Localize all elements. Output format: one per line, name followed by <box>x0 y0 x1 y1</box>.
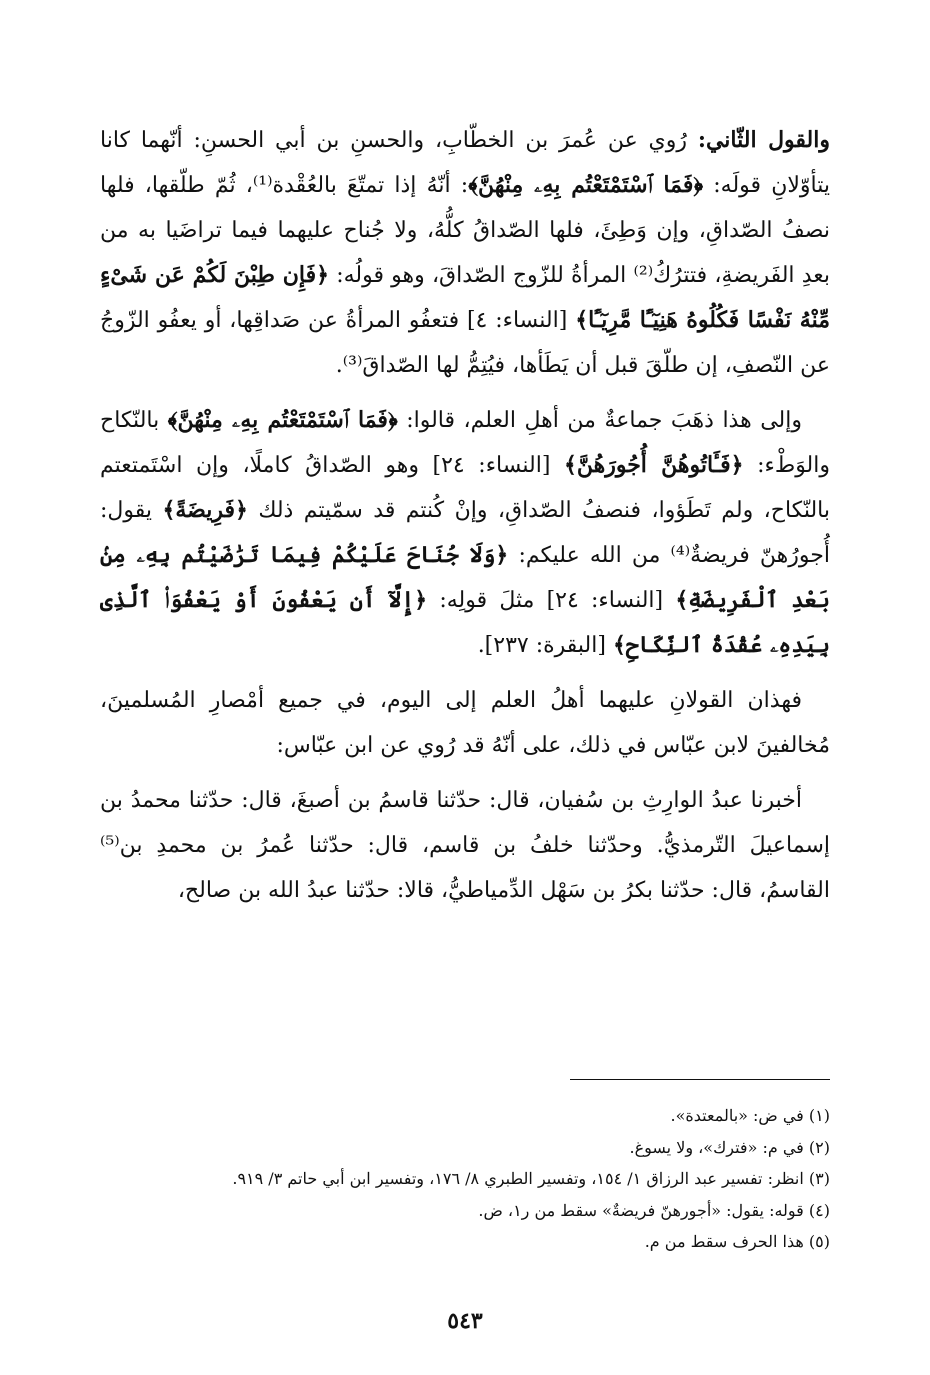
quran-verse: ﴿فَرِيضَةً﴾ <box>162 497 248 523</box>
paragraph <box>100 778 830 913</box>
paragraph <box>100 678 830 768</box>
text-segment: : أنّهُ إذا تمتّعَ بالعُقْدة⁽¹⁾، ثُمّ طلّقها، فلها نصفُ الصّداقِ، وإن وَطِئَ، فلها الصّداقُ كلُّهُ، ولا جُناح عليهما فيما تراضَيا به من بعدِ الفَريضةِ، فتترُكُ⁽²⁾ المرأةُ للزّوج الصّداقَ، وهو قولُه: <box>100 173 830 288</box>
paragraph-lead: والقول الثّاني: <box>697 127 830 153</box>
text-segment: [البقرة: ٢٣٧]. <box>477 633 613 658</box>
text-segment: فهذان القولانِ عليهما أهلُ العلم إلى اليوم، في جميع أمْصارِ المُسلمينَ، مُخالفينَ لابن عبّاس في ذلك، على أنّهُ قد رُوي عن ابن عبّاس: <box>100 688 830 758</box>
text-segment: [النساء: ٤] فتعفُو المرأةُ عن صَداقِها، أو يعفُو الزّوجُ عن النّصفِ، إن طلّقَ قبل أن يَطَأها، فيُتِمُّ لها الصّداقَ⁽³⁾. <box>100 308 830 378</box>
text-segment: رُوي عن عُمرَ بن الخطّابِ، والحسنِ بن أبي الحسنِ: أنّهما كانا يتأوّلانِ قولَه: <box>100 128 831 198</box>
quran-verse: ﴿فَمَا ٱسْتَمْتَعْتُم بِهِۦ مِنْهُنَّ﴾ <box>167 407 398 433</box>
quran-verse: ﴿إِلَّآ أَن يَعْفُونَ أَوْ يَعْفُوَا۟ ٱلَّذِى بِيَدِهِۦ عُقْدَةُ ٱلنِّكَاحِ﴾ <box>100 587 830 658</box>
text-segment: أخبرنا عبدُ الوارِثِ بن سُفيان، قال: حدّثنا قاسمُ بن أصبغَ، قال: حدّثنا محمدُ بن إسماعيلَ التّرمذيُّ. وحدّثنا خلفُ بن قاسم، قال: حدّثنا عُمرُ بن محمدِ بن⁽⁵⁾ القاسمُ، قال: حدّثنا بكرُ بن سَهْل الدِّمياطيُّ، قالا: حدّثنا عبدُ الله بن صالح، <box>100 788 830 903</box>
text-segment: يقول: أُجورُهنّ فريضةٌ⁽⁴⁾ من الله عليكم: <box>100 498 830 568</box>
paragraph <box>100 398 830 668</box>
paragraph <box>100 118 830 388</box>
text-segment: [النساء: ٢٤] وهو الصّداقُ كاملًا، وإن اسْتَمتعتم بالنّكاح، ولم تَطَؤوا، فنصفُ الصّداقِ، وإنْ كُنتم قد سمّيتم ذلك <box>100 453 830 523</box>
quran-verse: ﴿فَإِن طِبْنَ لَكُمْ عَن شَىْءٍ مِّنْهُ نَفْسًا فَكُلُوهُ هَنِيٓـًٔا مَّرِيٓـًٔا﴾ <box>100 262 831 333</box>
text-segment: وإلى هذا ذهَبَ جماعةٌ من أهلِ العلم، قالوا: <box>397 408 802 433</box>
page-number: ٥٤٣ <box>447 1308 483 1334</box>
quran-verse: ﴿فَـَٔاتُوهُنَّ أُجُورَهُنَّ﴾ <box>563 452 744 478</box>
quran-verse: ﴿فَمَا ٱسْتَمْتَعْتُم بِهِۦ مِنْهُنَّ﴾ <box>468 172 704 198</box>
footnote-4: (٤) قوله: يقول: «أجورهنّ فريضةٌ» سقط من ر١، ض. <box>478 1200 830 1220</box>
main-text <box>100 118 830 923</box>
footnote-3: (٣) انظر: تفسير عبد الرزاق ١/ ١٥٤، وتفسير الطبري ٨/ ١٧٦، وتفسير ابن أبي حاتم ٣/ ٩١٩. <box>232 1169 830 1188</box>
quran-verse: ﴿وَلَا جُنَاحَ عَلَيْكُمْ فِيمَا تَرَٰضَيْتُم بِهِۦ مِنۢ بَعْدِ ٱلْفَرِيضَةِ﴾ <box>100 542 830 613</box>
footnote-5: (٥) هذا الحرف سقط من م. <box>644 1232 830 1251</box>
footnotes <box>100 1100 830 1258</box>
footnote-2: (٢) في م: «فترك»، ولا يسوغ. <box>629 1137 830 1157</box>
text-segment: بالنّكاح والوَطْء: <box>100 408 830 478</box>
footnote-1: (١) في ض: «بالمعتدة». <box>670 1106 830 1125</box>
text-segment: [النساء: ٢٤] مثلَ قولِه: <box>427 588 676 613</box>
footnote-separator <box>570 1079 830 1080</box>
